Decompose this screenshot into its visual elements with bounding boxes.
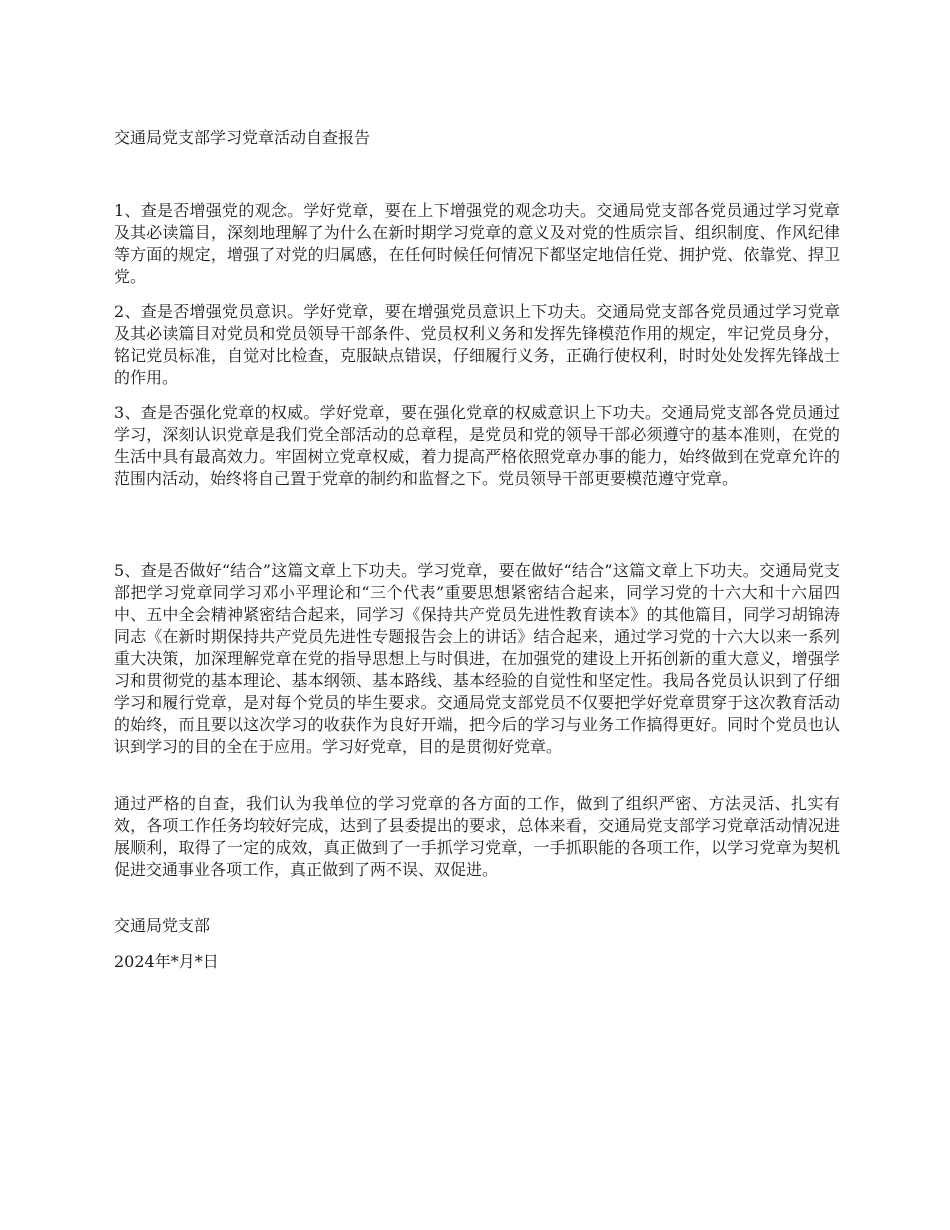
signature-date: 2024年*月*日 [114,952,219,971]
document-title: 交通局党支部学习党章活动自查报告 [114,128,371,147]
paragraph-item-1: 1、查是否增强党的观念。学好党章，要在上下增强党的观念功夫。交通局党支部各党员通过学习党章及其必读篇目，深刻地理解了为什么在新时期学习党章的意义及对党的性质宗旨、组织制度、作风纪律等方面的规定，增强了对党的归属感，在任何时候任何情况下都坚定地信任党、拥护党、依靠党、捍卫党。 [114,201,840,286]
paragraph-item-5: 5、查是否做好“结合”这篇文章上下功夫。学习党章，要在做好“结合”这篇文章上下功夫。交通局党支部把学习党章同学习邓小平理论和“三个代表”重要思想紧密结合起来，同学习党的十六大和十六届四中、五中全会精神紧密结合起来，同学习《保持共产党员先进性教育读本》的其他篇目，同学习胡锦涛同志《在新时期保持共产党员先进性专题报告会上的讲话》结合起来，通过学习党的十六大以来一系列重大决策，加深理解党章在党的指导思想上与时俱进，在加强党的建设上开拓创新的重大意义，增强学习和贯彻党的基本理论、基本纲领、基本路线、基本经验的自觉性和坚定性。我局各党员认识到了仔细学习和履行党章，是对每个党员的毕生要求。交通局党支部党员不仅要把学好党章贯穿于这次教育活动的始终，而且要以这次学习的收获作为良好开端，把今后的学习与业务工作搞得更好。同时个党员也认识到学习的目的全在于应用。学习好党章，目的是贯彻好党章。 [114,561,840,756]
signature-organization: 交通局党支部 [114,916,211,935]
paragraph-item-3: 3、查是否强化党章的权威。学好党章，要在强化党章的权威意识上下功夫。交通局党支部各党员通过学习，深刻认识党章是我们党全部活动的总章程，是党员和党的领导干部必须遵守的基本准则，在党的生活中具有最高效力。牢固树立党章权威，着力提高严格依照党章办事的能力，始终做到在党章允许的范围内活动，始终将自己置于党章的制约和监督之下。党员领导干部更要模范遵守党章。 [114,403,840,488]
paragraph-conclusion: 通过严格的自查，我们认为我单位的学习党章的各方面的工作，做到了组织严密、方法灵活、扎实有效，各项工作任务均较好完成，达到了县委提出的要求，总体来看，交通局党支部学习党章活动情况进展顺利，取得了一定的成效，真正做到了一手抓学习党章，一手抓职能的各项工作，以学习党章为契机促进交通事业各项工作，真正做到了两不误、双促进。 [114,794,840,879]
paragraph-item-2: 2、查是否增强党员意识。学好党章，要在增强党员意识上下功夫。交通局党支部各党员通过学习党章及其必读篇目对党员和党员领导干部条件、党员权利义务和发挥先锋模范作用的规定，牢记党员身分，铭记党员标准，自觉对比检查，克服缺点错误，仔细履行义务，正确行使权利，时时处处发挥先锋战士的作用。 [114,302,840,387]
